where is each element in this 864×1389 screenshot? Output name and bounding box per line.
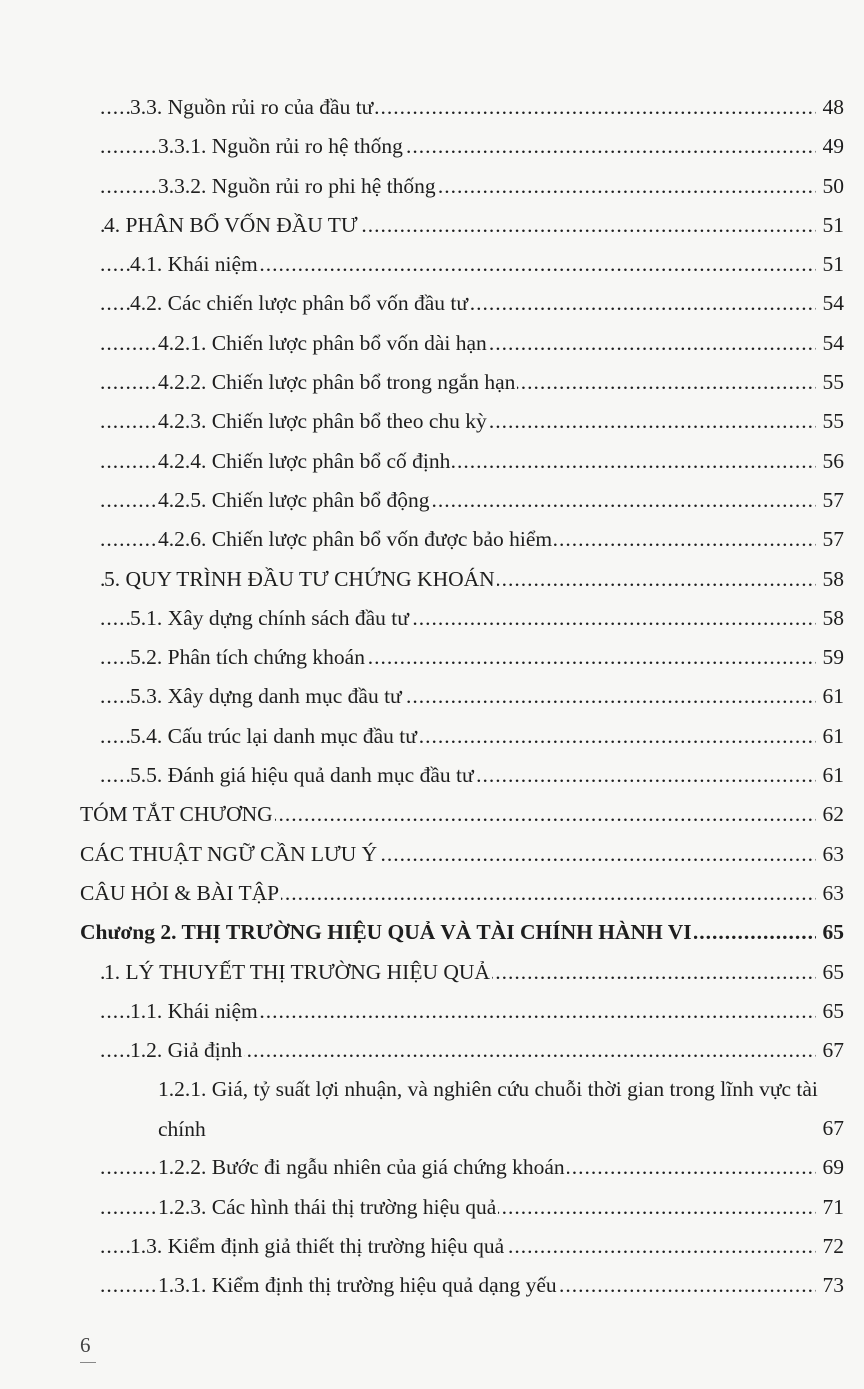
toc-entry-page: 61 [816,677,844,716]
toc-entry [0,88,864,127]
toc-entry-page: 57 [816,481,844,520]
toc-entry-page: 69 [816,1148,844,1187]
toc-entry-page: 51 [816,245,844,284]
toc-entry [0,717,864,756]
toc-entry [0,677,864,716]
toc-entry-title: 4.2.2. Chiến lược phân bổ trong ngắn hạn [158,363,517,402]
toc-entry-title: 4.2.1. Chiến lược phân bổ vốn dài hạn [158,324,489,363]
toc-entry-page: 67 [816,1109,844,1148]
toc-entry-title: 4.2.6. Chiến lược phân bổ vốn được bảo hiểm [158,520,554,559]
toc-entry-title: 5.3. Xây dựng danh mục đầu tư [130,677,404,716]
toc-entry [0,245,864,284]
toc-entry-page: 63 [816,835,844,874]
toc-entry-title: 5.5. Đánh giá hiệu quả danh mục đầu tư [130,756,476,795]
toc-entry-title: 1.2. Giả định [130,1031,244,1070]
toc-entry-title: 5.4. Cấu trúc lại danh mục đầu tư [130,717,419,756]
toc-entry-page: 65 [816,992,844,1031]
toc-entry-title: 1.1. Khái niệm [130,992,260,1031]
toc-entry-title: 1.2.1. Giá, tỷ suất lợi nhuận, và nghiên cứu chuỗi thời gian trong lĩnh vực tài chính [158,1070,820,1149]
toc-entry-title: CÂU HỎI & BÀI TẬP [80,874,281,913]
toc-entry [0,167,864,206]
toc-entry-page: 65 [816,953,844,992]
toc-entry-title: 1.3. Kiểm định giả thiết thị trường hiệu quả [130,1227,506,1266]
toc-entry [0,992,864,1031]
toc-entry-title: Chương 2. THỊ TRƯỜNG HIỆU QUẢ VÀ TÀI CHÍNH HÀNH VI [80,913,694,952]
toc-entry-title: 5. QUY TRÌNH ĐẦU TƯ CHỨNG KHOÁN [104,560,497,599]
toc-entry [0,520,864,559]
toc-entry-page: 58 [816,560,844,599]
toc-entry [0,953,864,992]
toc-entry [0,1070,864,1148]
toc-entry [0,913,864,952]
toc-entry-page: 71 [816,1188,844,1227]
toc-entry-page: 48 [816,88,844,127]
toc-entry [0,874,864,913]
toc-entry-title: 4.2.3. Chiến lược phân bổ theo chu kỳ [158,402,489,441]
toc-entry [0,835,864,874]
toc-entry-title: 4. PHÂN BỔ VỐN ĐẦU TƯ [104,206,360,245]
toc-entry-page: 50 [816,167,844,206]
toc-entry-page: 57 [816,520,844,559]
toc-entry-page: 65 [816,913,844,952]
toc-entry-title: 4.2.4. Chiến lược phân bổ cố định [158,442,452,481]
toc-entry [0,1266,864,1305]
toc-entry-page: 54 [816,284,844,323]
table-of-contents [0,88,864,1306]
toc-entry [0,127,864,166]
toc-entry-page: 73 [816,1266,844,1305]
toc-entry-page: 55 [816,363,844,402]
toc-entry [0,560,864,599]
toc-entry-title: 1.3.1. Kiểm định thị trường hiệu quả dạng yếu [158,1266,559,1305]
toc-entry-title: 3.3.2. Nguồn rủi ro phi hệ thống [158,167,438,206]
footer-rule [80,1362,96,1363]
toc-entry [0,795,864,834]
toc-entry [0,638,864,677]
toc-entry-title: CÁC THUẬT NGỮ CẦN LƯU Ý [80,835,379,874]
page-number: 6 [80,1333,91,1357]
toc-entry [0,402,864,441]
toc-entry [0,324,864,363]
toc-entry-page: 67 [816,1031,844,1070]
toc-entry-page: 61 [816,717,844,756]
toc-entry-page: 63 [816,874,844,913]
toc-entry-page: 62 [816,795,844,834]
toc-entry-page: 61 [816,756,844,795]
toc-entry [0,756,864,795]
toc-entry [0,599,864,638]
toc-entry-page: 54 [816,324,844,363]
toc-entry [0,1188,864,1227]
toc-entry-title: 4.1. Khái niệm [130,245,260,284]
toc-entry-page: 51 [816,206,844,245]
toc-entry-title: 1.2.2. Bước đi ngẫu nhiên của giá chứng khoán [158,1148,567,1187]
toc-entry [0,363,864,402]
toc-entry-title: 4.2. Các chiến lược phân bổ vốn đầu tư [130,284,470,323]
toc-entry-page: 59 [816,638,844,677]
toc-entry-title: 4.2.5. Chiến lược phân bổ động [158,481,431,520]
toc-entry [0,284,864,323]
toc-entry [0,1148,864,1187]
toc-entry-page: 49 [816,127,844,166]
toc-entry [0,442,864,481]
toc-entry [0,1227,864,1266]
toc-entry-page: 58 [816,599,844,638]
toc-entry [0,481,864,520]
toc-entry [0,206,864,245]
toc-entry [0,1031,864,1070]
toc-entry-title: 3.3. Nguồn rủi ro của đầu tư [130,88,375,127]
toc-entry-title: TÓM TẮT CHƯƠNG [80,795,275,834]
toc-entry-title: 1. LÝ THUYẾT THỊ TRƯỜNG HIỆU QUẢ [104,953,492,992]
toc-entry-page: 72 [816,1227,844,1266]
toc-entry-title: 5.2. Phân tích chứng khoán [130,638,367,677]
toc-entry-title: 3.3.1. Nguồn rủi ro hệ thống [158,127,405,166]
toc-entry-title: 1.2.3. Các hình thái thị trường hiệu quả [158,1188,498,1227]
toc-entry-page: 56 [816,442,844,481]
toc-entry-title: 5.1. Xây dựng chính sách đầu tư [130,599,411,638]
toc-entry-page: 55 [816,402,844,441]
